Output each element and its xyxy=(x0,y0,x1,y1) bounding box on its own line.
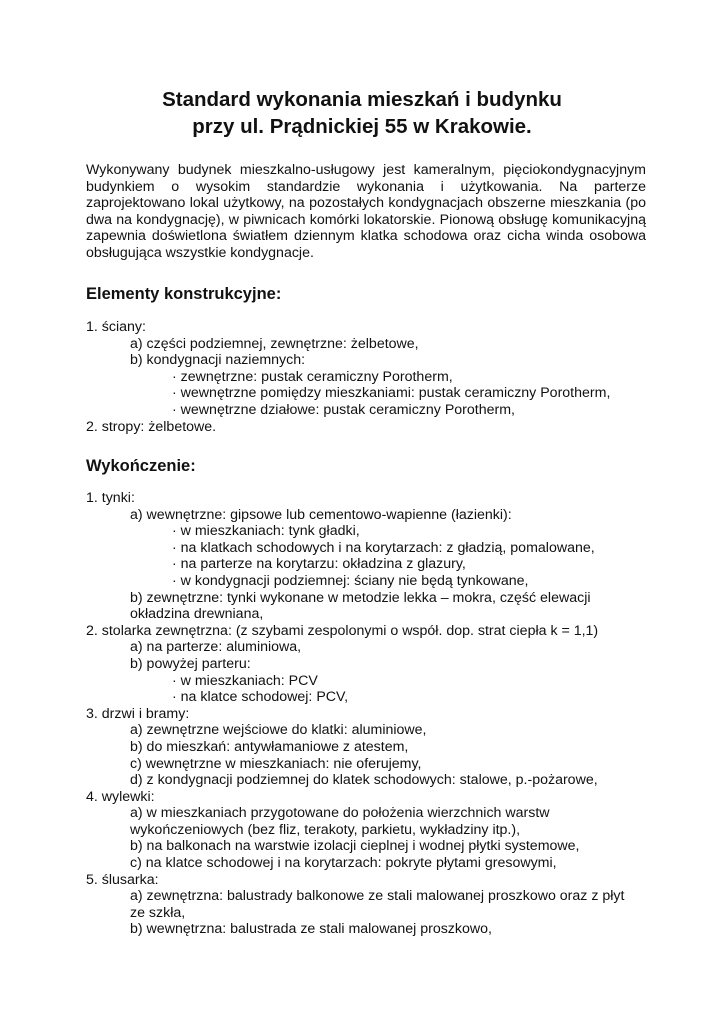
title-line-2: przy ul. Prądnickiej 55 w Krakowie. xyxy=(192,115,532,138)
list-item: a) w mieszkaniach przygotowane do położenia wierzchnich warstw xyxy=(130,805,550,822)
list-item: · na parterze na korytarzu: okładzina z glazury, xyxy=(172,556,466,573)
title-line-1: Standard wykonania mieszkań i budynku xyxy=(162,88,562,111)
list-item: · na klatkach schodowych i na korytarzach: z gładzią, pomalowane, xyxy=(172,539,595,556)
list-item: · w mieszkaniach: tynk gładki, xyxy=(172,523,360,540)
list-item: 2. stropy: żelbetowe. xyxy=(86,418,217,435)
list-item: b) kondygnacji naziemnych: xyxy=(130,352,306,369)
list-item: b) do mieszkań: antywłamaniowe z atestem, xyxy=(130,738,409,755)
intro-paragraph: Wykonywany budynek mieszkalno-usługowy jest kameralnym, pięciokondygnacyjnym budynkiem o wysokim standardzie wykonania i użytkowania. Na parterze zaprojektowano lokal użytkowy, na pozostałych kondygnacjach obszerne mieszkania (po dwa na kondygnację), w piwnicach komórki lokatorskie. Pionową obsługę komunikacyjną zapewnia doświetlona światłem dziennym klatka schodowa oraz cicha winda osobowa obsługująca wszystkie kondygnacje. xyxy=(86,162,646,261)
list-item: b) powyżej parteru: xyxy=(130,655,251,672)
list-item: 3. drzwi i bramy: xyxy=(86,705,190,722)
list-item: okładzina drewniana, xyxy=(130,606,264,623)
list-item: a) zewnętrzna: balustrady balkonowe ze stali malowanej proszkowo oraz z płyt xyxy=(130,888,625,905)
list-item: d) z kondygnacji podziemnej do klatek schodowych: stalowe, p.-pożarowe, xyxy=(130,772,598,789)
structural-elements-list xyxy=(86,319,656,435)
list-item: b) na balkonach na warstwie izolacji cieplnej i wodnej płytki systemowe, xyxy=(130,838,580,855)
list-item: 5. ślusarka: xyxy=(86,871,159,888)
finishing-list xyxy=(86,490,656,938)
list-item: 4. wylewki: xyxy=(86,788,155,805)
list-item: c) wewnętrzne w mieszkaniach: nie oferujemy, xyxy=(130,755,422,772)
list-item: · na klatce schodowej: PCV, xyxy=(172,689,349,706)
list-item: a) części podziemnej, zewnętrzne: żelbetowe, xyxy=(130,335,419,352)
list-item: · zewnętrzne: pustak ceramiczny Porotherm, xyxy=(172,368,453,385)
heading-structural-elements: Elementy konstrukcyjne: xyxy=(86,285,282,303)
list-item: · w kondygnacji podziemnej: ściany nie będą tynkowane, xyxy=(172,572,529,589)
list-item: b) wewnętrzna: balustrada ze stali malowanej proszkowo, xyxy=(130,921,492,938)
list-item: a) na parterze: aluminiowa, xyxy=(130,639,302,656)
list-item: ze szkła, xyxy=(130,904,186,921)
heading-finishing: Wykończenie: xyxy=(86,457,196,475)
list-item: c) na klatce schodowej i na korytarzach: pokryte płytami gresowymi, xyxy=(130,855,557,872)
list-item: · w mieszkaniach: PCV xyxy=(172,672,318,689)
list-item: 2. stolarka zewnętrzna: (z szybami zespolonymi o współ. dop. strat ciepła k = 1,1) xyxy=(86,622,599,639)
list-item: 1. ściany: xyxy=(86,319,146,335)
list-item: · wewnętrzne pomiędzy mieszkaniami: pustak ceramiczny Porotherm, xyxy=(172,385,611,402)
list-item: wykończeniowych (bez fliz, terakoty, parkietu, wykładziny itp.), xyxy=(130,821,521,838)
list-item: · wewnętrzne działowe: pustak ceramiczny Porotherm, xyxy=(172,401,516,418)
document-title xyxy=(0,86,724,140)
list-item: 1. tynki: xyxy=(86,490,135,506)
list-item: a) wewnętrzne: gipsowe lub cementowo-wapienne (łazienki): xyxy=(130,506,512,523)
list-item: a) zewnętrzne wejściowe do klatki: aluminiowe, xyxy=(130,722,427,739)
list-item: b) zewnętrzne: tynki wykonane w metodzie lekka – mokra, część elewacji xyxy=(130,589,591,606)
